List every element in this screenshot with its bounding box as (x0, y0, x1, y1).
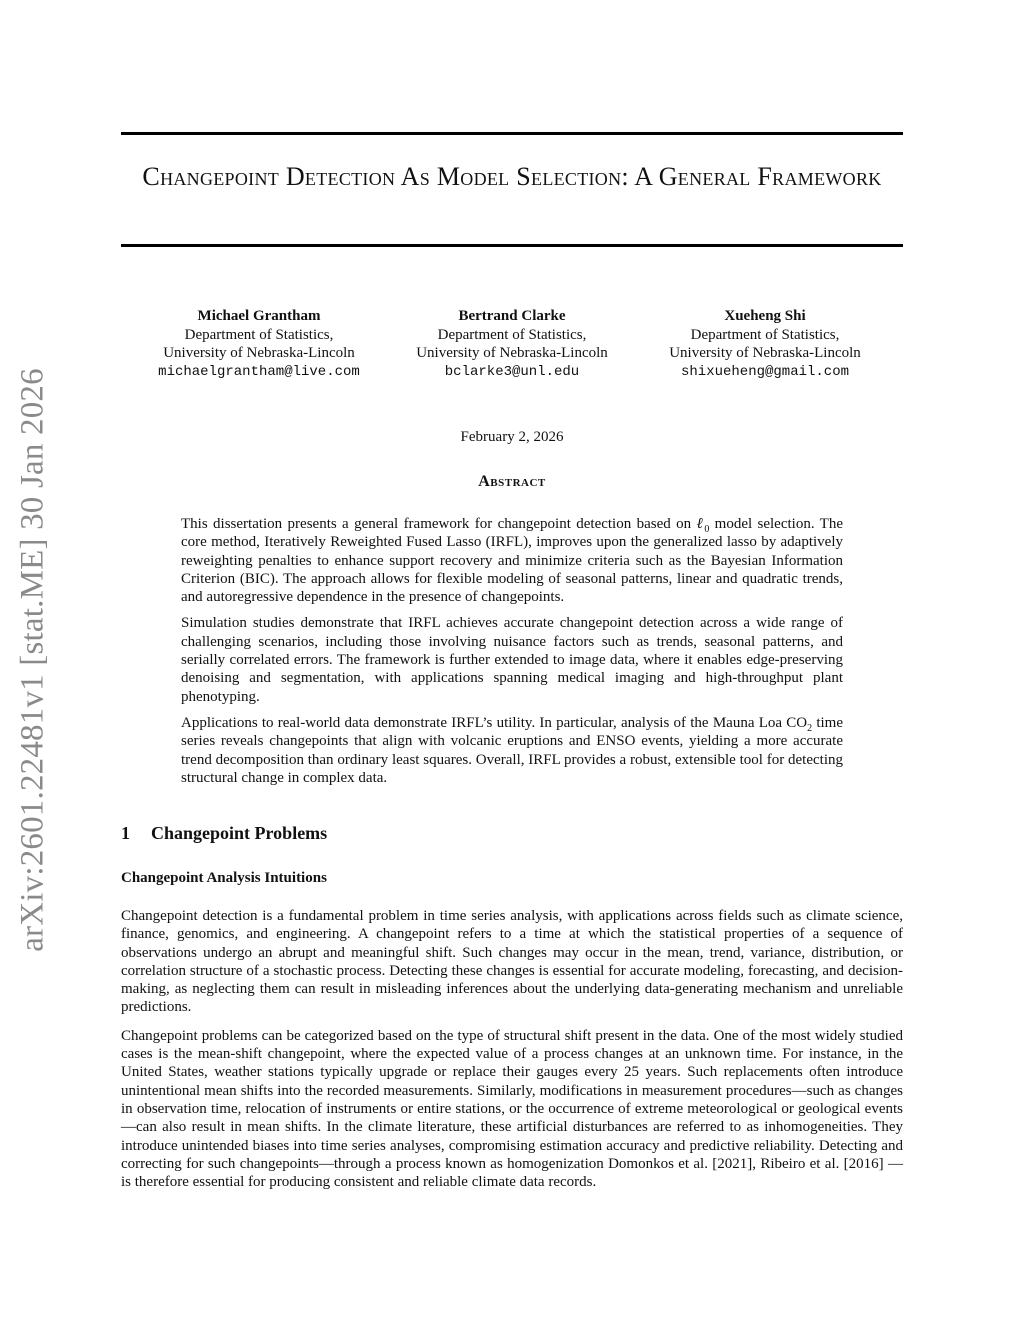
author-email[interactable]: shixueheng@gmail.com (680, 363, 850, 380)
abstract-paragraph: Applications to real-world data demonstrate IRFL’s utility. In particular, analysis of the Mauna Loa $CO_2$ time series reveals changepoints that align with volcanic eruptions and ENSO events, yielding a more accurate trend decomposition than ordinary least squares. Overall, IRFL provides a robust, extensible tool for detecting structural change in complex data. (181, 714, 843, 786)
author-name: Xueheng Shi (724, 308, 806, 324)
author-email[interactable]: bclarke3@unl.edu (444, 363, 580, 380)
section-heading (121, 823, 327, 844)
ell-symbol: ℓ (696, 516, 705, 532)
author-department: Department of Statistics, (437, 326, 587, 343)
author-3 (645, 307, 885, 381)
author-name: Michael Grantham (197, 308, 321, 324)
author-email[interactable]: michaelgrantham@live.com (158, 363, 360, 380)
section-title: Changepoint Problems (151, 823, 328, 843)
abstract-paragraph: This dissertation presents a general framework for changepoint detection based on ℓ$_0$ model selection. The core method, Iteratively Reweighted Fused Lasso (IRFL), improves upon the generalized lasso by adaptively reweighting penalties to enhance support recovery and minimize criteria such as the Bayesian Information Criterion (BIC). The approach allows for flexible modeling of seasonal patterns, linear and quadratic trends, and autoregressive dependence in the presence of changepoints. (181, 516, 843, 606)
title-top-rule (121, 132, 903, 135)
body-paragraph: Changepoint detection is a fundamental problem in time series analysis, with applications across fields such as climate science, finance, genomics, and engineering. A changepoint refers to a time at which the statistical properties of a sequence of observations undergo an abrupt and meaningful shift. Such changes may occur in the mean, trend, variance, distribution, or correlation structure of a stochastic process. Detecting these changes is essential for accurate modeling, forecasting, and decision-making, as neglecting them can result in misleading inferences about the underlying data-generating mechanism and unreliable predictions. (121, 908, 903, 1016)
paper-title: Changepoint Detection As Model Selection: A General Framework (142, 162, 882, 191)
author-block (121, 307, 903, 387)
title-bottom-rule (121, 244, 903, 247)
subsection-heading: Changepoint Analysis Intuitions (121, 870, 327, 886)
publication-date: February 2, 2026 (460, 429, 564, 445)
arxiv-identifier-text: arXiv:2601.22481v1 [stat.ME] 30 Jan 2026 (14, 368, 51, 952)
abstract-paragraph: Simulation studies demonstrate that IRFL achieves accurate changepoint detection across a wide range of challenging scenarios, including those involving nuisance factors such as trends, seasonal patterns, and serially correlated errors. The framework is further extended to image data, where it enables edge-preserving denoising and segmentation, with applications spanning medical imaging and high-throughput plant phenotyping. (181, 615, 843, 705)
abstract-heading: Abstract (478, 473, 546, 490)
author-department: Department of Statistics, (690, 326, 840, 343)
author-2 (392, 307, 632, 381)
author-university: University of Nebraska-Lincoln (669, 345, 861, 361)
author-department: Department of Statistics, (184, 326, 334, 343)
body-text (121, 907, 903, 1201)
author-university: University of Nebraska-Lincoln (163, 345, 355, 361)
author-1 (139, 307, 379, 381)
abstract-body (181, 515, 843, 795)
body-paragraph: Changepoint problems can be categorized based on the type of structural shift present in the data. One of the most widely studied cases is the mean-shift changepoint, where the expected value of a process changes at an unknown time. For instance, in the United States, weather stations typically upgrade or replace their gauges every 25 years. Such replacements often introduce unintentional mean shifts into the recorded measurements. Similarly, modifications in measurement procedures—such as changes in observation time, relocation of instruments or entire stations, or the occurrence of extreme meteorological or geological events—can also result in mean shifts. In the climate literature, these artificial disturbances are referred to as inhomogeneities. They introduce unintended biases into time series analyses, compromising estimation accuracy and predictive reliability. Detecting and correcting for such changepoints—through a process known as homogenization Domonkos et al. [2021], Ribeiro et al. [2016] — is therefore essential for producing consistent and reliable climate data records. (121, 1027, 903, 1191)
author-name: Bertrand Clarke (458, 308, 566, 324)
author-university: University of Nebraska-Lincoln (416, 345, 608, 361)
section-number: 1 (121, 823, 130, 843)
